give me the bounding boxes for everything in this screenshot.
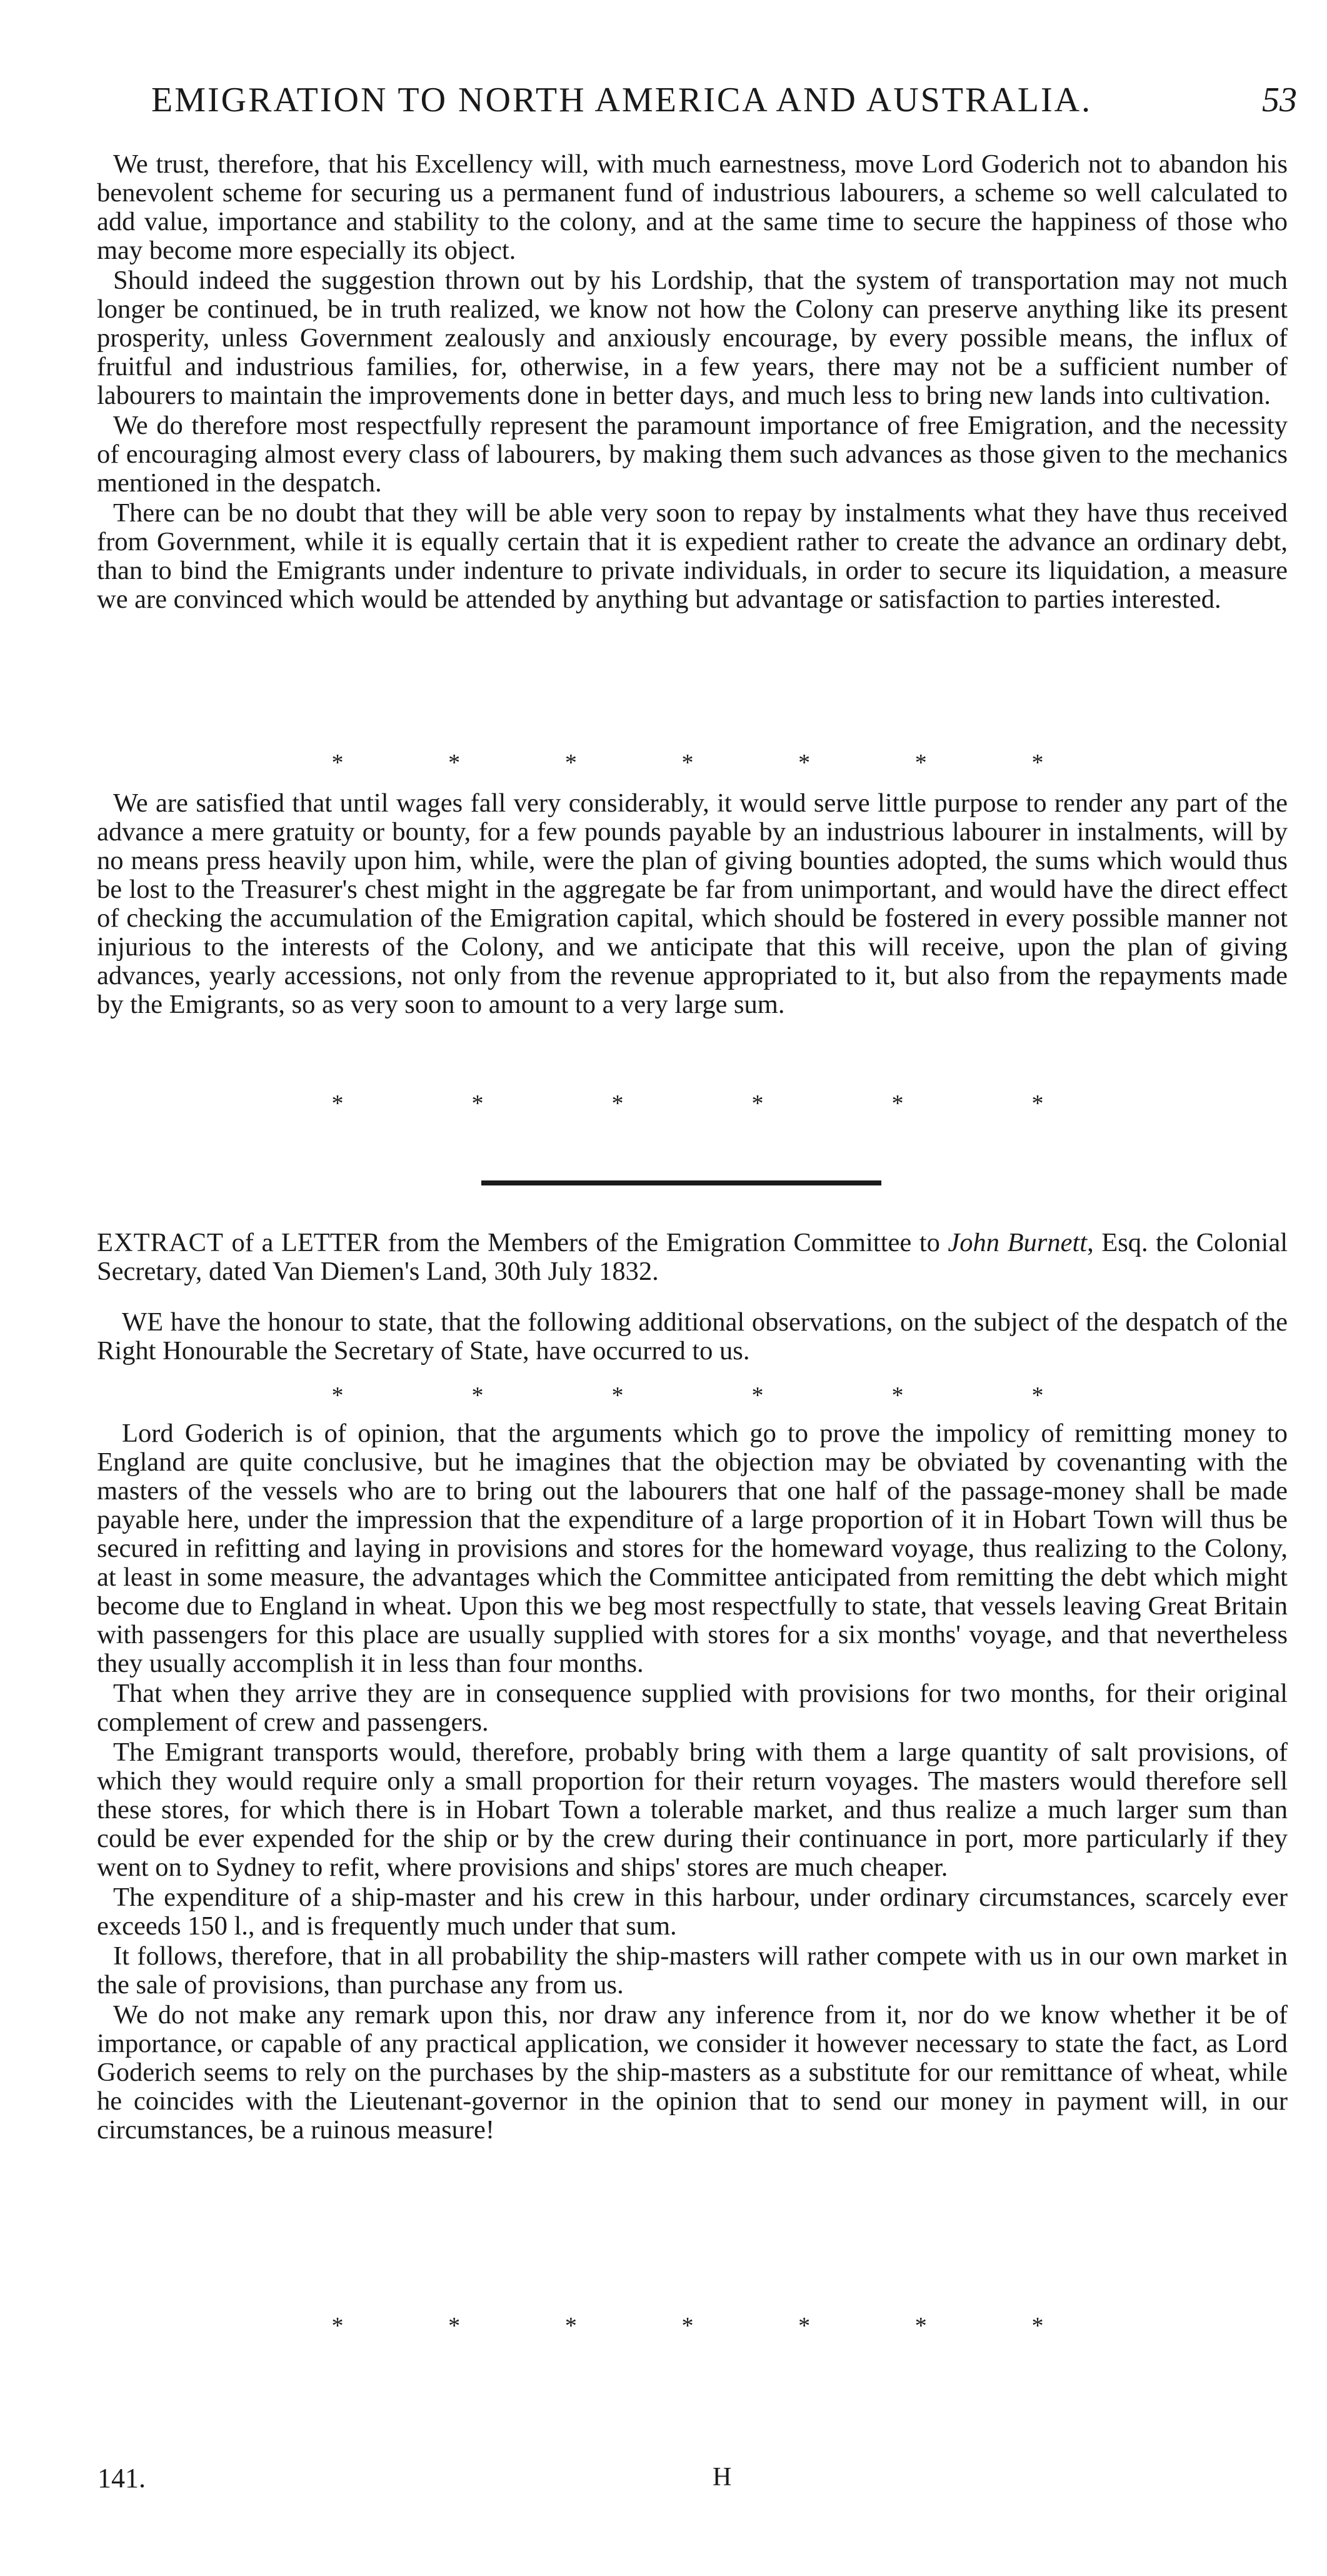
asterism <box>325 2313 1050 2338</box>
extract-title <box>97 1229 1288 1286</box>
signature-mark: 141. <box>98 2463 146 2493</box>
asterisk: * <box>564 2313 577 2339</box>
asterisk: * <box>448 750 461 776</box>
signature-letter: H <box>713 2463 732 2492</box>
section-divider-rule <box>481 1180 881 1185</box>
page-number: 53 <box>1262 81 1297 119</box>
asterism <box>325 1091 1050 1116</box>
asterisk: * <box>914 2313 927 2339</box>
asterisk: * <box>331 750 344 776</box>
extract-heading <box>97 1229 1288 1286</box>
asterisk: * <box>471 1090 484 1117</box>
extract-recipient: John Burnett <box>948 1228 1088 1257</box>
page-header <box>94 74 1297 130</box>
paragraph: We trust, therefore, that his Excellency will, with much earnestness, move Lord Goderich not to abandon his benevolent scheme for securing us a permanent fund of industrious labourers, a scheme so well calculated to add value, importance and stability to the colony, and at the same time to secure the happiness of those who may become more especially its object. <box>97 149 1288 265</box>
paragraph: There can be no doubt that they will be able very soon to repay by instalments what they have thus received from Government, while it is equally certain that it is expedient rather to create the advance an ordinary debt, than to bind the Emigrants under indenture to private individuals, in order to secure its liquidation, a measure we are convinced which would be attended by anything but advantage or satisfaction to parties interested. <box>97 498 1288 614</box>
asterisk: * <box>751 1382 764 1409</box>
asterisk: * <box>681 750 694 776</box>
asterism <box>325 1383 1050 1408</box>
paragraph: We do not make any remark upon this, nor draw any inference from it, nor do we know whether it be of importance, or capable of any practical application, we consider it however necessary to state the fact, as Lord Goderich seems to rely on the purchases by the ship-masters as a substitute for our remittance of wheat, while he coincides with the Lieutenant-governor in the opinion that to send our money in payment will, in our circumstances, be a ruinous measure! <box>97 2000 1288 2145</box>
extract-opening <box>97 1308 1288 1366</box>
asterisk: * <box>751 1090 764 1117</box>
paragraph: We do therefore most respectfully represent the paramount importance of free Emigration, and the necessity of encouraging almost every class of labourers, by making them such advances as those given to the mechanics mentioned in the despatch. <box>97 411 1288 498</box>
asterisk: * <box>798 750 811 776</box>
asterisk: * <box>1031 750 1044 776</box>
asterisk: * <box>448 2313 461 2339</box>
asterisk: * <box>798 2313 811 2339</box>
paragraph: It follows, therefore, that in all probability the ship-masters will rather compete with us in our own market in the sale of provisions, than purchase any from us. <box>97 1941 1288 2000</box>
asterisk: * <box>611 1382 624 1409</box>
section-one-continued <box>97 789 1288 1019</box>
asterisk: * <box>331 1382 344 1409</box>
asterisk: * <box>1031 1382 1044 1409</box>
asterisk: * <box>564 750 577 776</box>
asterisk: * <box>1031 2313 1044 2339</box>
paragraph: The expenditure of a ship-master and his crew in this harbour, under ordinary circumstances, scarcely ever exceeds 150 l., and is frequently much under that sum. <box>97 1883 1288 1941</box>
asterisk: * <box>611 1090 624 1117</box>
asterisk: * <box>891 1382 904 1409</box>
paragraph: WE have the honour to state, that the following additional observations, on the subject of the despatch of the Right Honourable the Secretary of State, have occurred to us. <box>97 1307 1288 1366</box>
paragraph: We are satisfied that until wages fall very considerably, it would serve little purpose to render any part of the advance a mere gratuity or bounty, for a few pounds payable by an industrious labourer in instalments, will by no means press heavily upon him, while, were the plan of giving bounties adopted, the sums which would thus be lost to the Treasurer's chest might in the aggregate be far from unimportant, and would have the direct effect of checking the accumulation of the Emigration capital, which should be fostered in every possible manner not injurious to the interests of the Colony, and we anticipate that this will receive, upon the plan of giving advances, yearly accessions, not only from the revenue appropriated to it, but also from the repayments made by the Emigrants, so as very soon to amount to a very large sum. <box>97 788 1288 1019</box>
running-title: EMIGRATION TO NORTH AMERICA AND AUSTRALIA. <box>151 81 1093 119</box>
asterisk: * <box>891 1090 904 1117</box>
asterisk: * <box>681 2313 694 2339</box>
extract-heading-tail: , Esq. the Colonial Secretary, dated Van Diemen's Land, 30th July 1832. <box>97 1228 1288 1286</box>
asterisk: * <box>914 750 927 776</box>
paragraph: That when they arrive they are in consequence supplied with provisions for two months, for their original complement of crew and passengers. <box>97 1679 1288 1737</box>
extract-heading-text: of a LETTER from the Members of the Emigration Committee to <box>223 1228 948 1257</box>
asterisk: * <box>1031 1090 1044 1117</box>
extract-lead: EXTRACT <box>97 1228 224 1257</box>
page-footer <box>94 2462 1281 2500</box>
asterisk: * <box>331 2313 344 2339</box>
paragraph: Lord Goderich is of opinion, that the arguments which go to prove the impolicy of remitting money to England are quite conclusive, but he imagines that the objection may be obviated by covenanting with the masters of the vessels who are to bring out the labourers that one half of the passage-money shall be made payable here, under the impression that the expenditure of a large proportion of it in Hobart Town will thus be secured in refitting and laying in provisions and stores for the homeward voyage, thus realizing to the Colony, at least in some measure, the advantages which the Committee anticipated from remitting the debt which might become due to England in wheat. Upon this we beg most respectfully to state, that vessels leaving Great Britain with passengers for this place are usually supplied with stores for a six months' voyage, and that nevertheless they usually accomplish it in less than four months. <box>97 1419 1288 1678</box>
asterisk: * <box>471 1382 484 1409</box>
section-one <box>97 150 1288 614</box>
paragraph: The Emigrant transports would, therefore, probably bring with them a large quantity of salt provisions, of which they would require only a small proportion for their return voyages. The masters would therefore sell these stores, for which there is in Hobart Town a tolerable market, and thus realize a much larger sum than could be ever expended for the ship or by the crew during their continuance in port, more particularly if they went on to Sydney to refit, where provisions and ships' stores are much cheaper. <box>97 1738 1288 1882</box>
paragraph: Should indeed the suggestion thrown out by his Lordship, that the system of transportation may not much longer be continued, be in truth realized, we know not how the Colony can preserve anything like its present prosperity, unless Government zealously and anxiously encourage, by every possible means, the influx of fruitful and industrious families, for, otherwise, in a few years, there may not be a sufficient number of labourers to maintain the improvements done in better days, and much less to bring new lands into cultivation. <box>97 266 1288 410</box>
asterisk: * <box>331 1090 344 1117</box>
asterism <box>325 750 1050 775</box>
extract-body <box>97 1419 1288 2145</box>
